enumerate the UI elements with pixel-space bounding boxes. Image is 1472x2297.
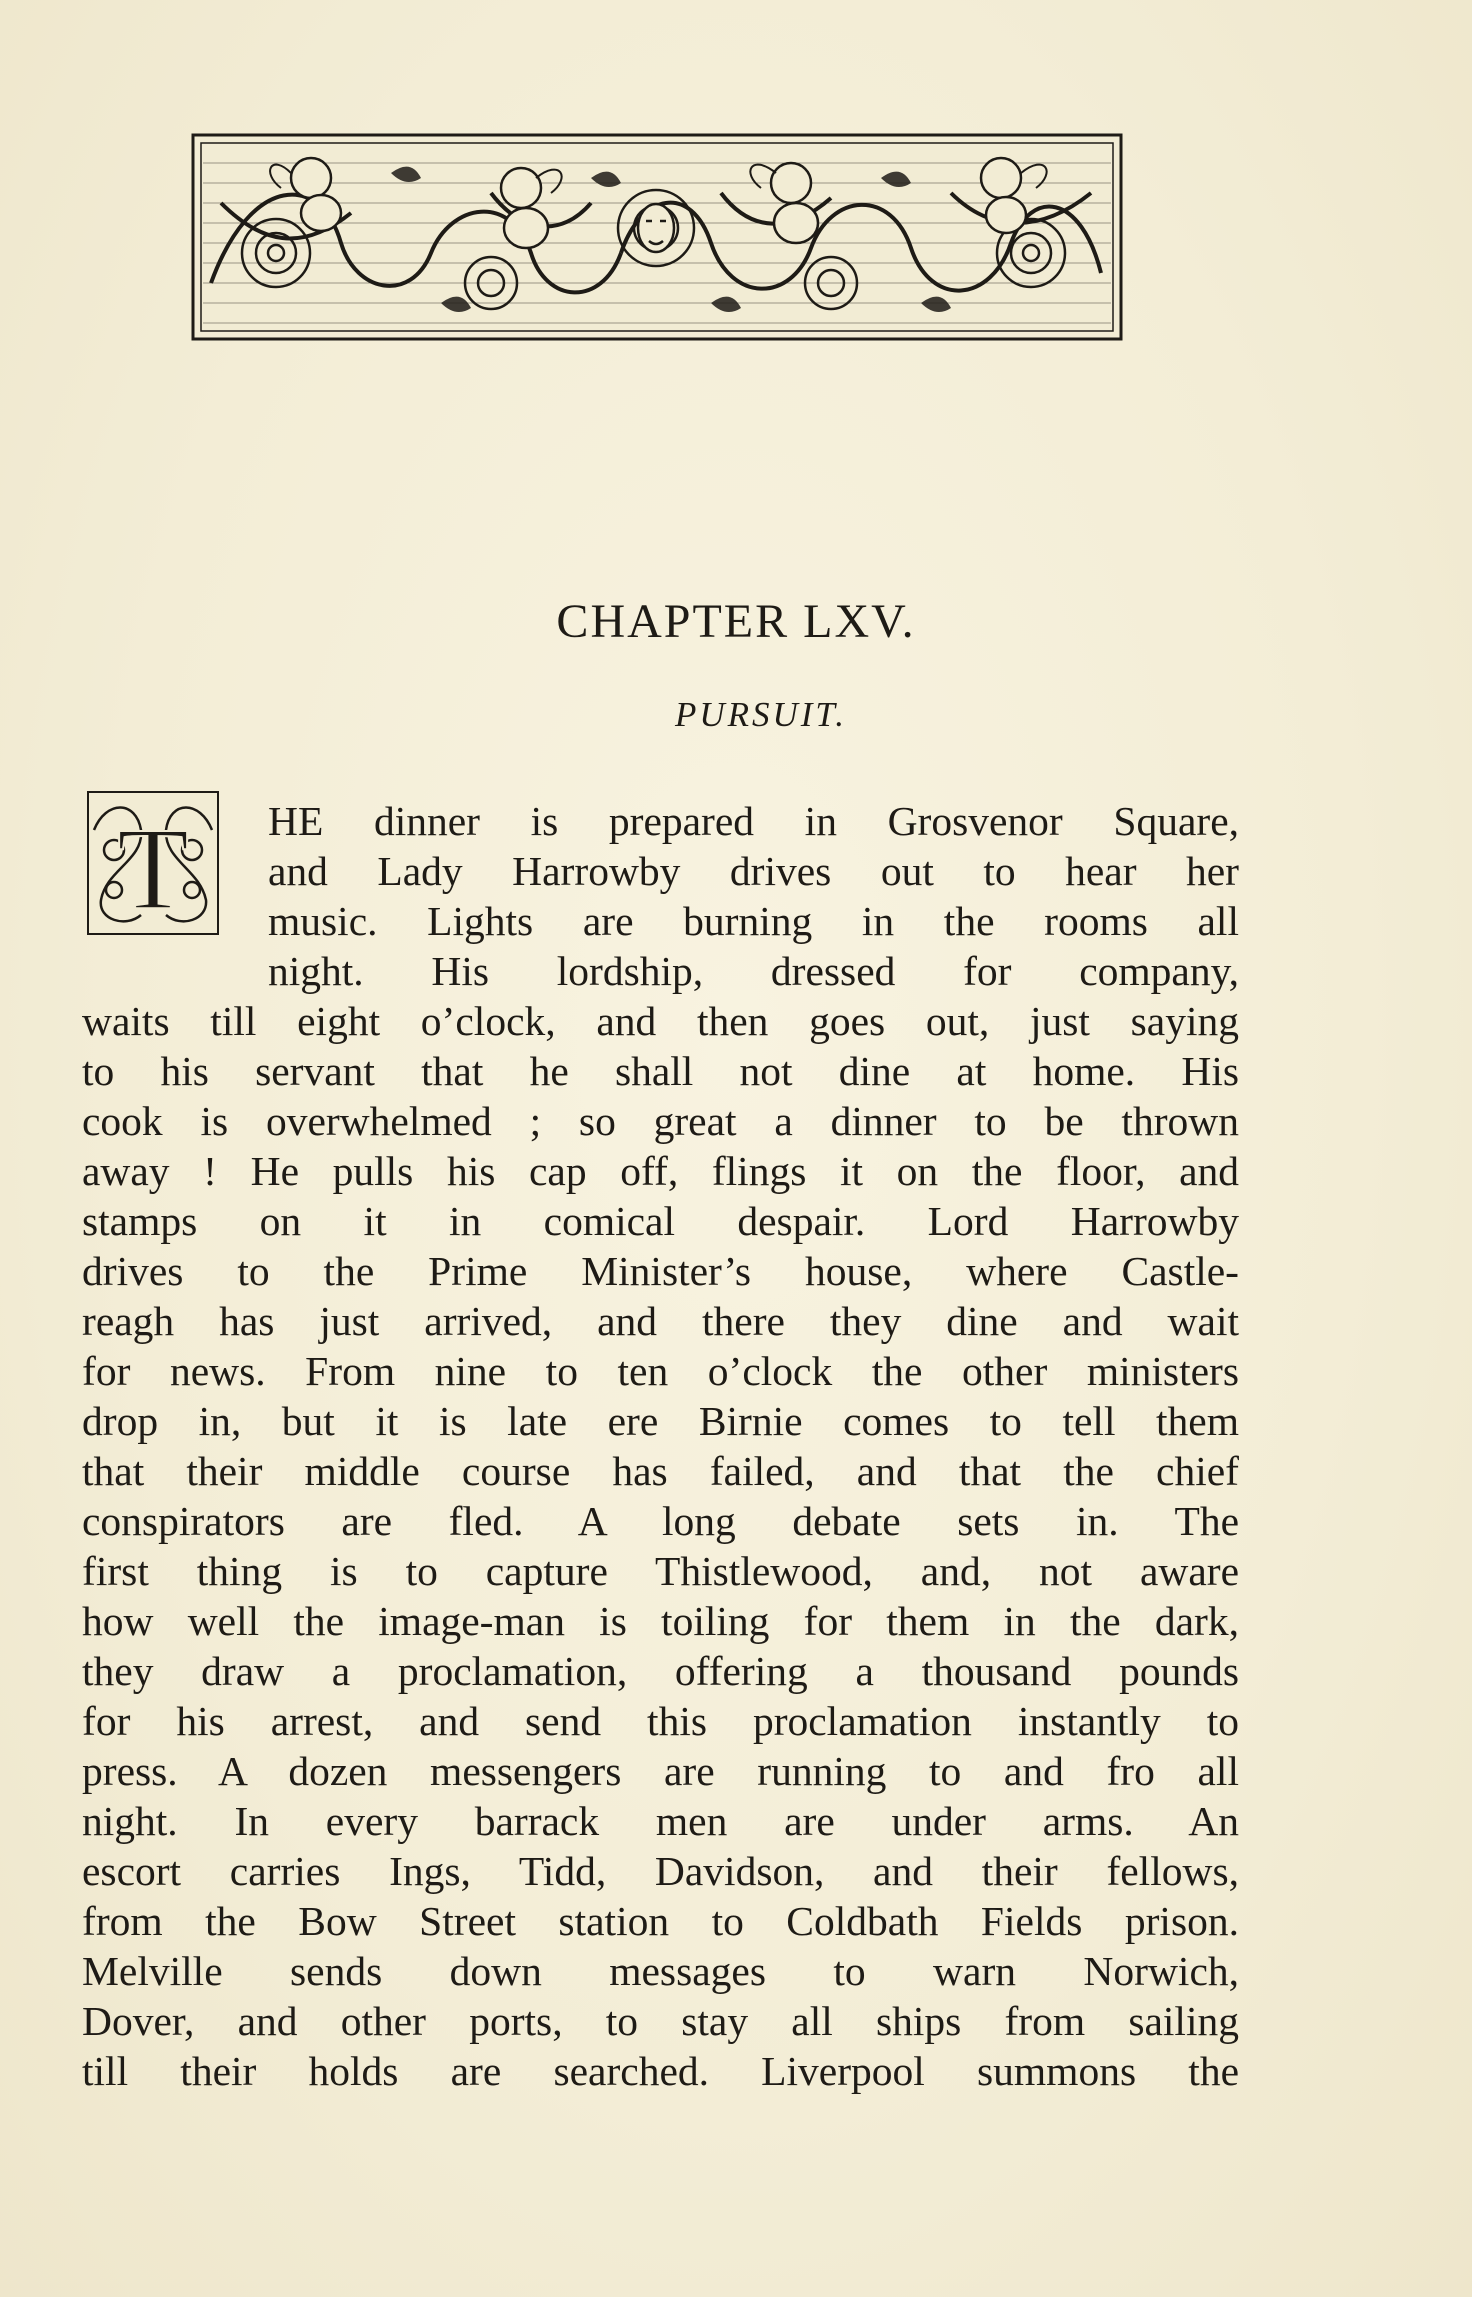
text-line: waits till eight o’clock, and then goes out, just saying: [82, 998, 1239, 1044]
text-line: drop in, but it is late ere Birnie comes to tell them: [82, 1398, 1239, 1444]
text-line: escort carries Ings, Tidd, Davidson, and their fellows,: [82, 1848, 1239, 1894]
text-line: night. In every barrack men are under arms. An: [82, 1798, 1239, 1844]
text-line: how well the image-man is toiling for them in the dark,: [82, 1598, 1239, 1644]
ornamental-headpiece: [191, 133, 1123, 341]
text-line: stamps on it in comical despair. Lord Harrowby: [82, 1198, 1239, 1244]
text-line: away ! He pulls his cap off, flings it on the floor, and: [82, 1148, 1239, 1194]
text-line: that their middle course has failed, and that the chief: [82, 1448, 1239, 1494]
text-line: music. Lights are burning in the rooms all: [268, 898, 1239, 944]
text-line: they draw a proclamation, offering a thousand pounds: [82, 1648, 1239, 1694]
chapter-subtitle: PURSUIT.: [674, 695, 848, 734]
text-line: till their holds are searched. Liverpool summons the: [82, 2048, 1239, 2094]
text-line: night. His lordship, dressed for company,: [268, 948, 1239, 994]
text-line: to his servant that he shall not dine at home. His: [82, 1048, 1239, 1094]
text-line: reagh has just arrived, and there they dine and wait: [82, 1298, 1239, 1344]
initial-letter: T: [116, 803, 190, 934]
text-line: conspirators are fled. A long debate sets in. The: [82, 1498, 1239, 1544]
text-line: cook is overwhelmed ; so great a dinner to be thrown: [82, 1098, 1239, 1144]
chapter-title: CHAPTER LXV.: [556, 595, 916, 648]
text-line: first thing is to capture Thistlewood, and, not aware: [82, 1548, 1239, 1594]
text-line: drives to the Prime Minister’s house, where Castle-: [82, 1248, 1239, 1294]
text-line: Dover, and other ports, to stay all ships from sailing: [82, 1998, 1239, 2044]
text-line: press. A dozen messengers are running to and fro all: [82, 1748, 1239, 1794]
text-line: HE dinner is prepared in Grosvenor Square,: [268, 798, 1239, 844]
text-line: from the Bow Street station to Coldbath Fields prison.: [82, 1898, 1239, 1944]
text-line: and Lady Harrowby drives out to hear her: [268, 848, 1239, 894]
text-line: for his arrest, and send this proclamation instantly to: [82, 1698, 1239, 1744]
text-line: Melville sends down messages to warn Norwich,: [82, 1948, 1239, 1994]
text-line: for news. From nine to ten o’clock the other ministers: [82, 1348, 1239, 1394]
decorated-initial: [86, 790, 220, 936]
